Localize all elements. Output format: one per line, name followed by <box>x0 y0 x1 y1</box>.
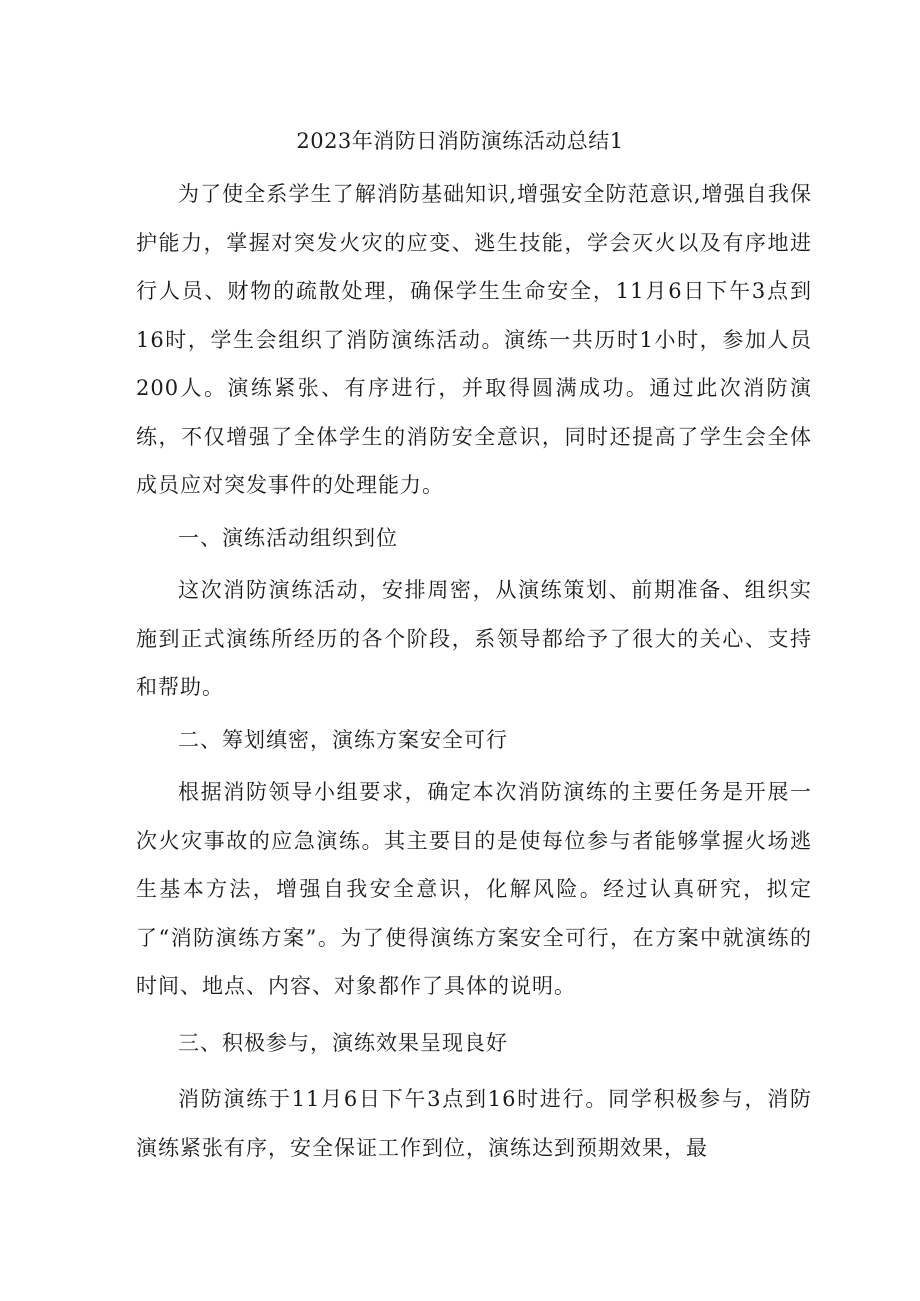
document-title: 2023年消防日消防演练活动总结1 <box>296 129 624 153</box>
intro-paragraph: 为了使全系学生了解消防基础知识,增强安全防范意识,增强自我保护能力，掌握对突发火灾的应变、逃生技能，学会灭火以及有序地进行人员、财物的疏散处理，确保学生生命安全，11月6日下午3点到16时，学生会组织了消防演练活动。演练一共历时1小时，参加人员200人。演练紧张、有序进行，并取得圆满成功。通过此次消防演练，不仅增强了全体学生的消防安全意识，同时还提高了学生会全体成员应对突发事件的处理能力。 <box>136 182 812 497</box>
section-1-heading: 一、演练活动组织到位 <box>178 525 398 550</box>
document-body <box>136 170 812 1172</box>
section-1-paragraph: 这次消防演练活动，安排周密，从演练策划、前期准备、组织实施到正式演练所经历的各个阶段，系领导都给予了很大的关心、支持和帮助。 <box>136 578 812 699</box>
section-3-paragraph: 消防演练于11月6日下午3点到16时进行。同学积极参与，消防演练紧张有序，安全保证工作到位，演练达到预期效果，最 <box>136 1087 812 1160</box>
section-3-heading: 三、积极参与，演练效果呈现良好 <box>178 1030 508 1055</box>
section-2-paragraph: 根据消防领导小组要求，确定本次消防演练的主要任务是开展一次火灾事故的应急演练。其主要目的是使每位参与者能够掌握火场逃生基本方法，增强自我安全意识，化解风险。经过认真研究，拟定了“消防演练方案”。为了使得演练方案安全可行，在方案中就演练的时间、地点、内容、对象都作了具体的说明。 <box>136 780 812 998</box>
section-2-heading: 二、筹划缜密，演练方案安全可行 <box>178 727 508 752</box>
